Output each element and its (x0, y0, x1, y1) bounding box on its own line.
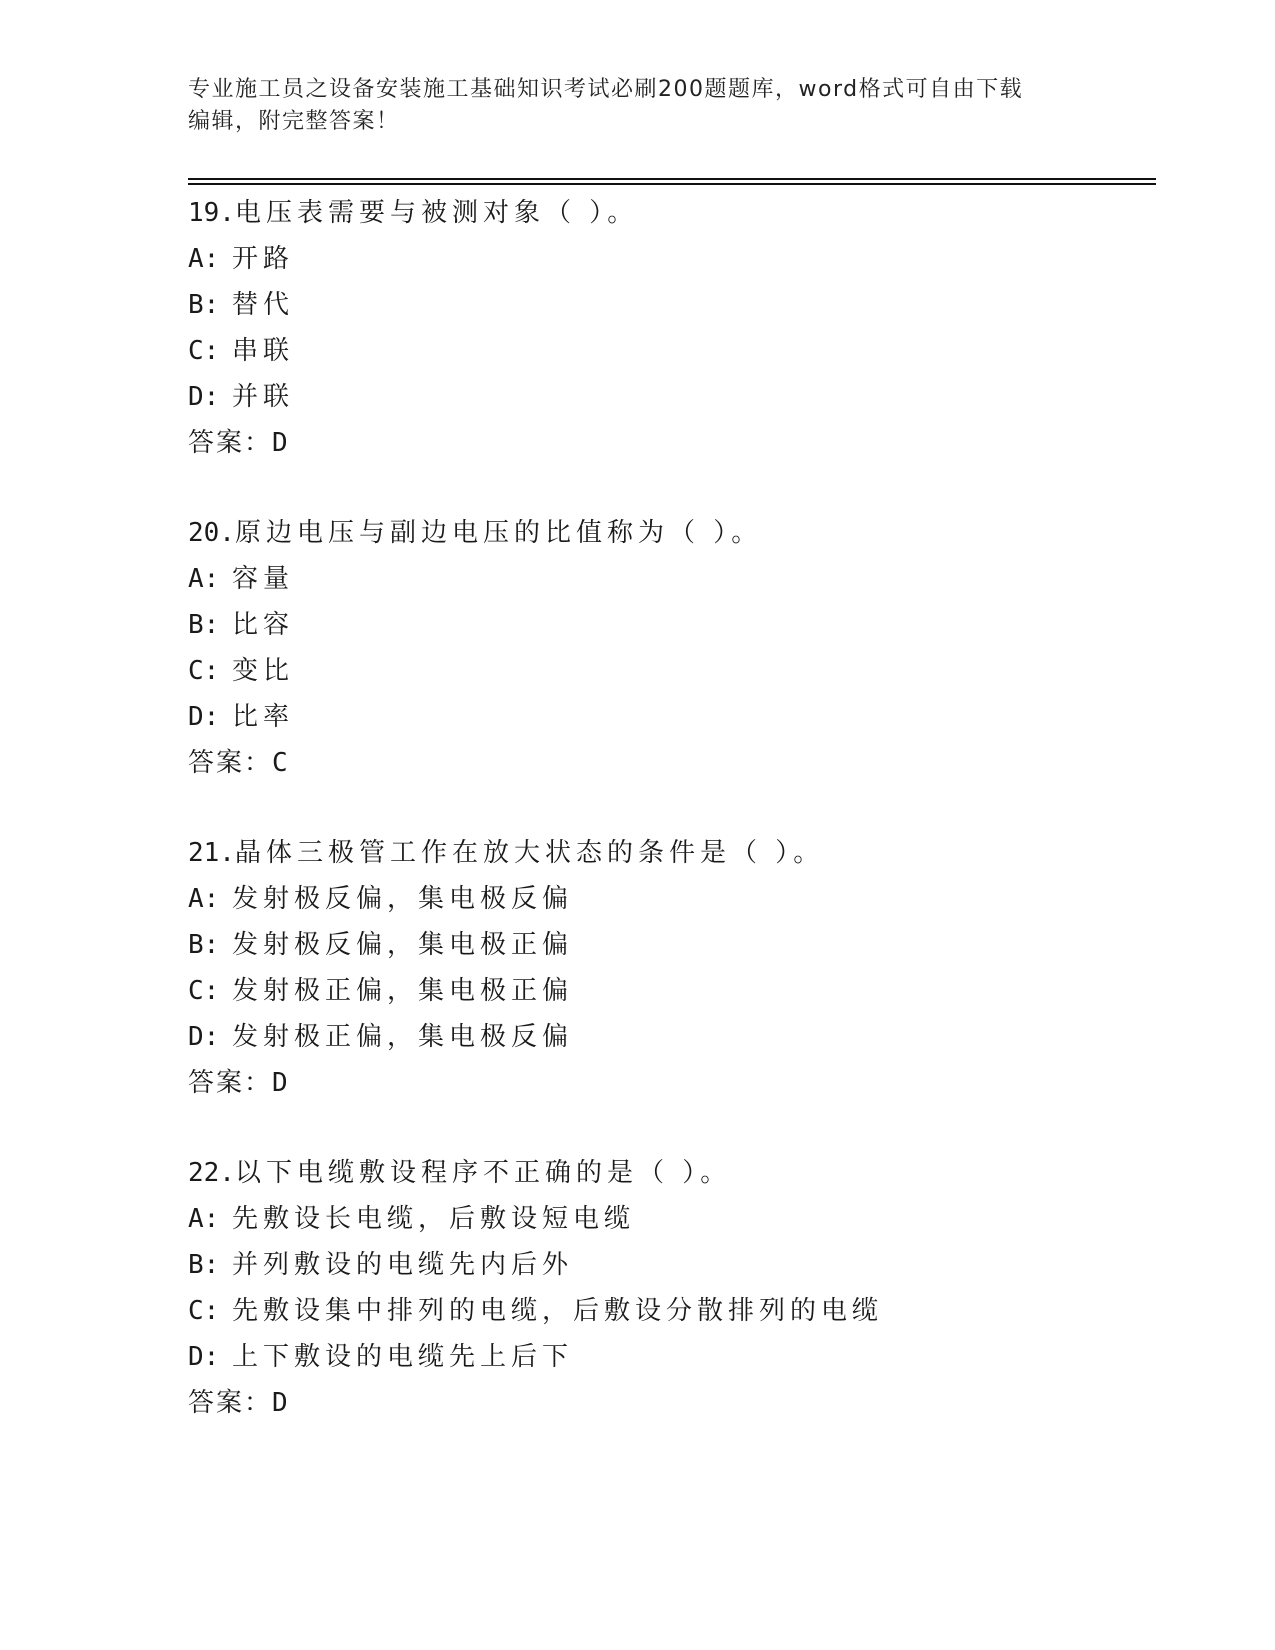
document-header (188, 74, 1068, 138)
question-text: 原边电压与副边电压的比值称为（ ）。 (234, 518, 763, 548)
option-text: 并列敷设的电缆先内后外 (232, 1250, 574, 1280)
option-a (188, 556, 1156, 602)
option-text: 上下敷设的电缆先上后下 (232, 1342, 574, 1372)
question-block (188, 830, 1156, 1150)
option-text: 先敷设长电缆，后敷设短电缆 (232, 1204, 636, 1234)
answer-value: D (272, 1388, 288, 1418)
question-text: 晶体三极管工作在放大状态的条件是（ ）。 (234, 838, 825, 868)
option-d (188, 694, 1156, 740)
question-block (188, 510, 1156, 830)
option-a (188, 1196, 1156, 1242)
option-d (188, 374, 1156, 420)
answer-value: C (272, 748, 288, 778)
question-number: 22. (188, 1158, 235, 1188)
question-block (188, 1150, 1156, 1470)
option-text: 并联 (232, 382, 295, 412)
option-text: 替代 (232, 290, 295, 320)
option-b (188, 602, 1156, 648)
option-c (188, 648, 1156, 694)
option-a (188, 236, 1156, 282)
question-stem (188, 510, 1156, 556)
option-text: 容量 (232, 564, 295, 594)
answer-line (188, 420, 1156, 466)
option-c (188, 328, 1156, 374)
option-letter: D: (188, 1022, 220, 1052)
question-stem (188, 830, 1156, 876)
option-text: 变比 (232, 656, 295, 686)
answer-line (188, 1380, 1156, 1426)
header-divider-bottom (188, 183, 1156, 185)
question-stem (188, 190, 1156, 236)
option-letter: A: (188, 884, 220, 914)
option-text: 先敷设集中排列的电缆，后敷设分散排列的电缆 (232, 1296, 884, 1326)
answer-value: D (272, 1068, 288, 1098)
header-line-2: 编辑，附完整答案！ (188, 109, 400, 134)
option-letter: A: (188, 1204, 220, 1234)
option-c (188, 1288, 1156, 1334)
option-text: 串联 (232, 336, 295, 366)
option-text: 开路 (232, 244, 295, 274)
option-text: 发射极正偏，集电极正偏 (232, 976, 574, 1006)
answer-label: 答案： (188, 428, 273, 458)
option-text: 发射极反偏，集电极反偏 (232, 884, 574, 914)
question-text: 电压表需要与被测对象（ ）。 (234, 198, 639, 228)
option-letter: B: (188, 930, 220, 960)
option-letter: C: (188, 336, 220, 366)
option-letter: B: (188, 290, 220, 320)
option-b (188, 1242, 1156, 1288)
option-text: 发射极正偏，集电极反偏 (232, 1022, 574, 1052)
question-number: 20. (188, 518, 235, 548)
option-letter: A: (188, 564, 220, 594)
question-list (188, 190, 1156, 1470)
answer-line (188, 740, 1156, 786)
question-text: 以下电缆敷设程序不正确的是（ ）。 (234, 1158, 732, 1188)
option-text: 比容 (232, 610, 295, 640)
option-letter: C: (188, 976, 220, 1006)
answer-value: D (272, 428, 288, 458)
option-text: 比率 (232, 702, 295, 732)
option-letter: C: (188, 1296, 220, 1326)
option-letter: B: (188, 1250, 220, 1280)
option-letter: D: (188, 1342, 220, 1372)
answer-label: 答案： (188, 1388, 273, 1418)
question-number: 19. (188, 198, 235, 228)
question-block (188, 190, 1156, 510)
option-letter: C: (188, 656, 220, 686)
header-line-1: 专业施工员之设备安装施工基础知识考试必刷200题题库，word格式可自由下载 (188, 77, 1024, 102)
option-letter: D: (188, 382, 220, 412)
option-letter: B: (188, 610, 220, 640)
option-d (188, 1014, 1156, 1060)
option-b (188, 922, 1156, 968)
option-d (188, 1334, 1156, 1380)
option-letter: D: (188, 702, 220, 732)
question-stem (188, 1150, 1156, 1196)
header-divider-top (188, 178, 1156, 180)
answer-label: 答案： (188, 748, 273, 778)
answer-line (188, 1060, 1156, 1106)
question-number: 21. (188, 838, 235, 868)
option-b (188, 282, 1156, 328)
answer-label: 答案： (188, 1068, 273, 1098)
option-c (188, 968, 1156, 1014)
option-text: 发射极反偏，集电极正偏 (232, 930, 574, 960)
option-letter: A: (188, 244, 220, 274)
option-a (188, 876, 1156, 922)
